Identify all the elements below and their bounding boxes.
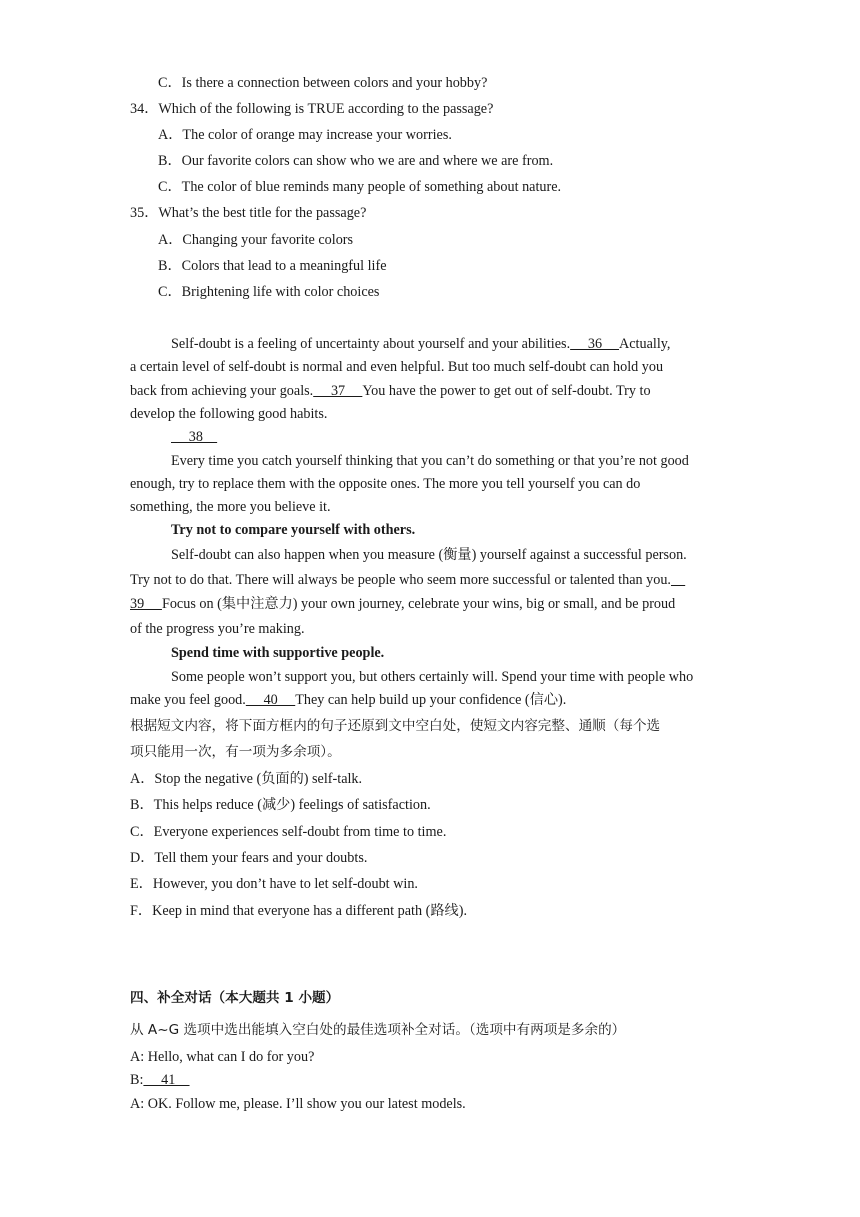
instruction-line: 根据短文内容，将下面方框内的句子还原到文中空白处，使短文内容完整、通顺（每个选 — [130, 718, 661, 734]
passage-line — [130, 691, 566, 709]
speaker-label: B: — [130, 1072, 144, 1088]
option-c: C．Everyone experiences self-doubt from time to time. — [130, 824, 447, 840]
blank-39-start — [671, 572, 685, 588]
blank-36: 36 — [570, 336, 619, 352]
option-d: D．Tell them your fears and your doubts. — [130, 850, 368, 866]
passage-text: back from achieving your goals. — [130, 383, 314, 399]
passage-line: Some people won’t support you, but others certainly will. Spend your time with people who — [171, 669, 694, 685]
passage-line: of the progress you’re making. — [130, 621, 305, 637]
passage-text: Actually, — [619, 336, 671, 352]
passage-line: a certain level of self-doubt is normal and even helpful. But too much self-doubt can hold you — [130, 359, 664, 375]
option-e: E．However, you don’t have to let self-doubt win. — [130, 876, 418, 892]
q33-option-c: C．Is there a connection between colors and your hobby? — [158, 75, 488, 91]
q34-option-a: A．The color of orange may increase your worries. — [158, 127, 452, 143]
passage-line — [130, 595, 675, 613]
q35-option-a: A．Changing your favorite colors — [158, 232, 354, 248]
option-a: A．Stop the negative (负面的) self-talk. — [130, 771, 363, 787]
passage-text: They can help build up your confidence (信心). — [295, 692, 567, 708]
dialogue-line: A: Hello, what can I do for you? — [130, 1049, 315, 1065]
passage-line: enough, try to replace them with the opposite ones. The more you tell yourself you can do — [130, 476, 641, 492]
dialogue-line: A: OK. Follow me, please. I’ll show you our latest models. — [130, 1096, 466, 1112]
passage-line — [171, 335, 670, 353]
blank-38: 38 — [171, 429, 218, 445]
option-b: B．This helps reduce (减少) feelings of satisfaction. — [130, 797, 431, 813]
blank-41: 41 — [143, 1072, 190, 1088]
instruction-line: 项只能用一次，有一项为多余项）。 — [130, 744, 341, 760]
heading-supportive: Spend time with supportive people. — [171, 645, 385, 661]
heading-compare: Try not to compare yourself with others. — [171, 522, 416, 538]
section-title: 四、补全对话（本大题共 1 小题） — [130, 990, 340, 1006]
blank-37: 37 — [313, 383, 363, 399]
q34-option-c: C．The color of blue reminds many people of something about nature. — [158, 179, 562, 195]
passage-line: something, the more you believe it. — [130, 499, 331, 515]
passage-line: develop the following good habits. — [130, 406, 328, 422]
passage-text: make you feel good. — [130, 692, 246, 708]
passage-text: Self-doubt is a feeling of uncertainty about yourself and your abilities. — [171, 336, 571, 352]
passage-line — [130, 382, 651, 400]
q35-option-c: C．Brightening life with color choices — [158, 284, 380, 300]
q34-option-b: B．Our favorite colors can show who we are and where we are from. — [158, 153, 554, 169]
blank-39: 39 — [130, 596, 162, 612]
passage-text: You have the power to get out of self-doubt. Try to — [362, 383, 651, 399]
passage-line: Self-doubt can also happen when you measure (衡量) yourself against a successful person. — [171, 547, 687, 563]
q35-stem: 35．What’s the best title for the passage? — [130, 205, 367, 221]
blank-40: 40 — [245, 692, 296, 708]
dialogue-line — [130, 1071, 190, 1089]
passage-line: Every time you catch yourself thinking that you can’t do something or that you’re not good — [171, 453, 689, 469]
q35-option-b: B．Colors that lead to a meaningful life — [158, 258, 387, 274]
option-f: F．Keep in mind that everyone has a different path (路线). — [130, 903, 467, 919]
passage-text: Try not to do that. There will always be people who seem more successful or talented than you. — [130, 572, 671, 588]
section-instruction: 从 A~G 选项中选出能填入空白处的最佳选项补全对话。（选项中有两项是多余的） — [130, 1022, 626, 1038]
passage-line — [130, 571, 685, 589]
q34-stem: 34．Which of the following is TRUE according to the passage? — [130, 101, 494, 117]
passage-text: Focus on (集中注意力) your own journey, celebrate your wins, big or small, and be proud — [161, 596, 676, 612]
